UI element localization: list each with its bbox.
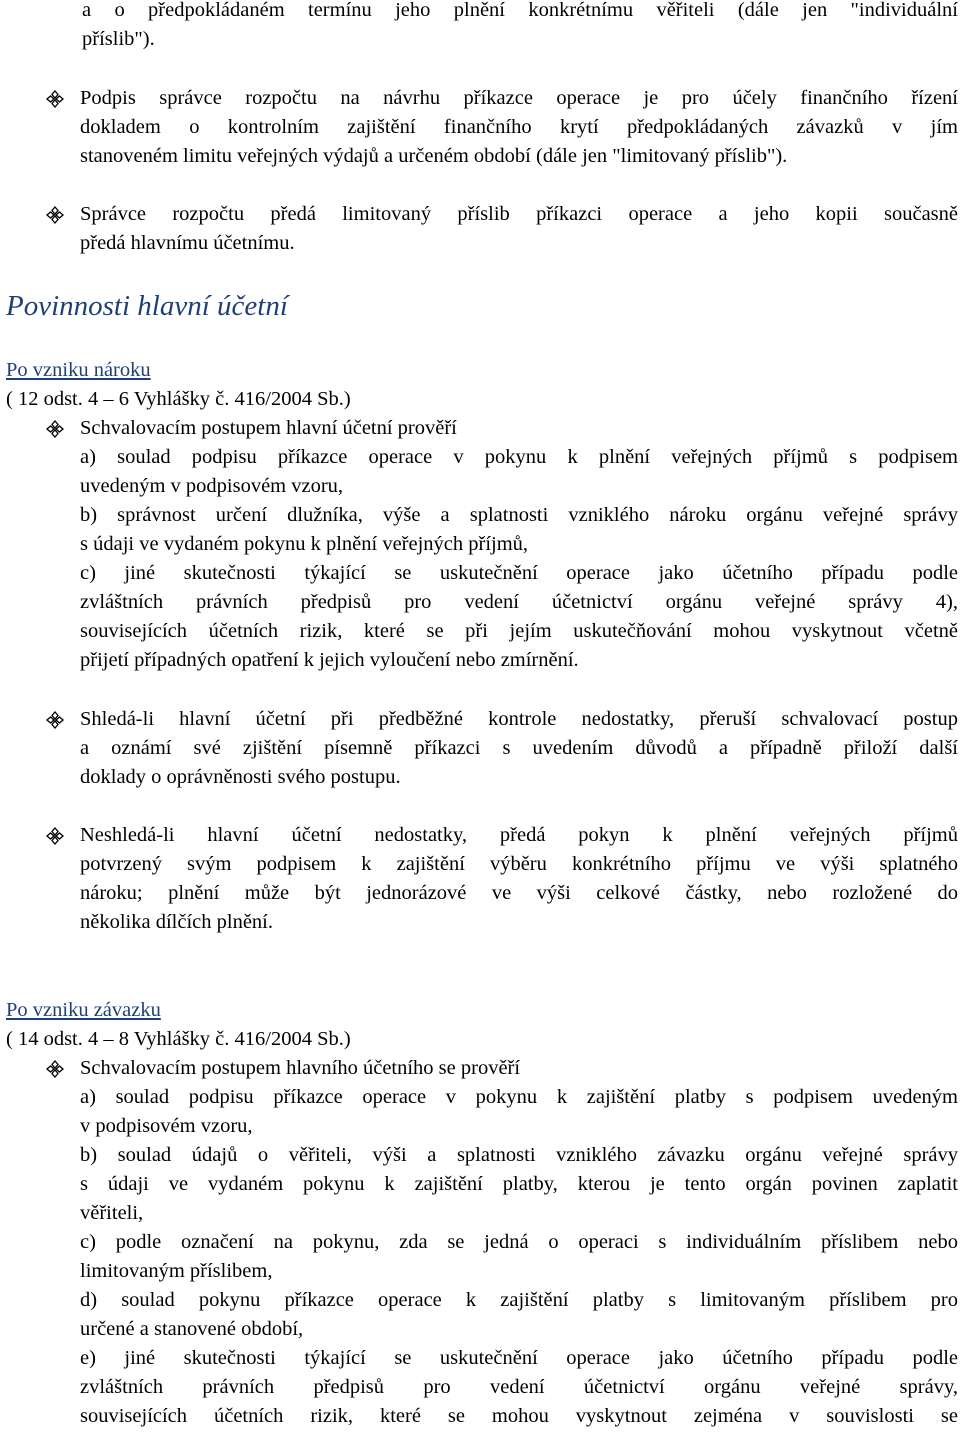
bullet-title: Schvalovacím postupem hlavní účetní prověří [80,417,457,439]
text-line: s údaji ve vydaném pokynu k plnění veřejných příjmů, [80,533,529,555]
text-line: limitovaným příslibem, [80,1260,273,1282]
four-diamond-bullet-icon [46,90,64,108]
text-line: Shledá-li hlavní účetní při předběžné kontrole nedostatky, přeruší schvalovací postup [80,708,958,730]
text-line: dokladem o kontrolním zajištění finančního krytí předpokládaných závazků v jím [80,116,958,138]
legal-reference: ( 14 odst. 4 – 8 Vyhlášky č. 416/2004 Sb.) [6,1028,351,1050]
four-diamond-bullet-icon [46,827,64,845]
text-line: věřiteli, [80,1202,144,1224]
text-line: doklady o oprávněnosti svého postupu. [80,766,401,788]
text-line: b) správnost určení dlužníka, výše a splatnosti vzniklého nároku orgánu veřejné správy [80,504,958,526]
text-line: a o předpokládaném termínu jeho plnění konkrétnímu věřiteli (dále jen "individuální [82,0,958,21]
text-line: několika dílčích plnění. [80,911,273,933]
text-line: stanoveném limitu veřejných výdajů a určeném období (dále jen "limitovaný příslib"). [80,145,788,167]
section-heading: Povinnosti hlavní účetní [6,290,288,322]
text-line: určené a stanovené období, [80,1318,304,1340]
four-diamond-bullet-icon [46,420,64,438]
four-diamond-bullet-icon [46,206,64,224]
text-line: nároku; plnění může být jednorázové ve výši celkové částky, nebo rozložené do [80,882,958,904]
text-line: a) soulad podpisu příkazce operace v pokynu k plnění veřejných příjmů s podpisem [80,446,958,468]
legal-reference: ( 12 odst. 4 – 6 Vyhlášky č. 416/2004 Sb.) [6,388,351,410]
text-line: zvláštních právních předpisů pro vedení účetnictví orgánu veřejné správy, [80,1376,958,1398]
text-line: souvisejících účetních rizik, které se mohou vyskytnout zejména v souvislosti se [80,1405,958,1427]
text-line: přijetí případných opatření k jejich vyloučení nebo zmírnění. [80,649,579,671]
text-line: c) podle označení na pokynu, zda se jedná o operaci s individuálním příslibem nebo [80,1231,958,1253]
bullet-title: Schvalovacím postupem hlavního účetního se prověří [80,1057,521,1079]
text-line: b) soulad údajů o věřiteli, výši a splatnosti vzniklého závazku orgánu veřejné správy [80,1144,958,1166]
text-line: uvedeným v podpisovém vzoru, [80,475,344,497]
text-line: potvrzený svým podpisem k zajištění výběru konkrétního příjmu ve výši splatného [80,853,958,875]
subheading-liability: Po vzniku závazku [6,999,161,1021]
subheading-claim: Po vzniku nároku [6,359,151,381]
four-diamond-bullet-icon [46,711,64,729]
text-line: příslib"). [82,28,155,50]
text-line: d) soulad pokynu příkazce operace k zajištění platby s limitovaným příslibem pro [80,1289,958,1311]
text-line: Podpis správce rozpočtu na návrhu příkazce operace je pro účely finančního řízení [80,87,958,109]
text-line: v podpisovém vzoru, [80,1115,253,1137]
text-line: zvláštních právních předpisů pro vedení účetnictví orgánu veřejné správy 4), [80,591,958,613]
text-line: s údaji ve vydaném pokynu k zajištění platby, kterou je tento orgán povinen zaplatit [80,1173,958,1195]
text-line: a oznámí své zjištění písemně příkazci s uvedením důvodů a případně přiloží další [80,737,958,759]
four-diamond-bullet-icon [46,1060,64,1078]
text-line: předá hlavnímu účetnímu. [80,232,295,254]
text-line: a) soulad podpisu příkazce operace v pokynu k zajištění platby s podpisem uvedeným [80,1086,958,1108]
text-line: souvisejících účetních rizik, které se při jejím uskutečňování mohou vyskytnout včetně [80,620,958,642]
text-line: Správce rozpočtu předá limitovaný příslib příkazci operace a jeho kopii současně [80,203,958,225]
text-line: e) jiné skutečnosti týkající se uskutečnění operace jako účetního případu podle [80,1347,958,1369]
text-line: Neshledá-li hlavní účetní nedostatky, předá pokyn k plnění veřejných příjmů [80,824,958,846]
text-line: c) jiné skutečnosti týkající se uskutečnění operace jako účetního případu podle [80,562,958,584]
